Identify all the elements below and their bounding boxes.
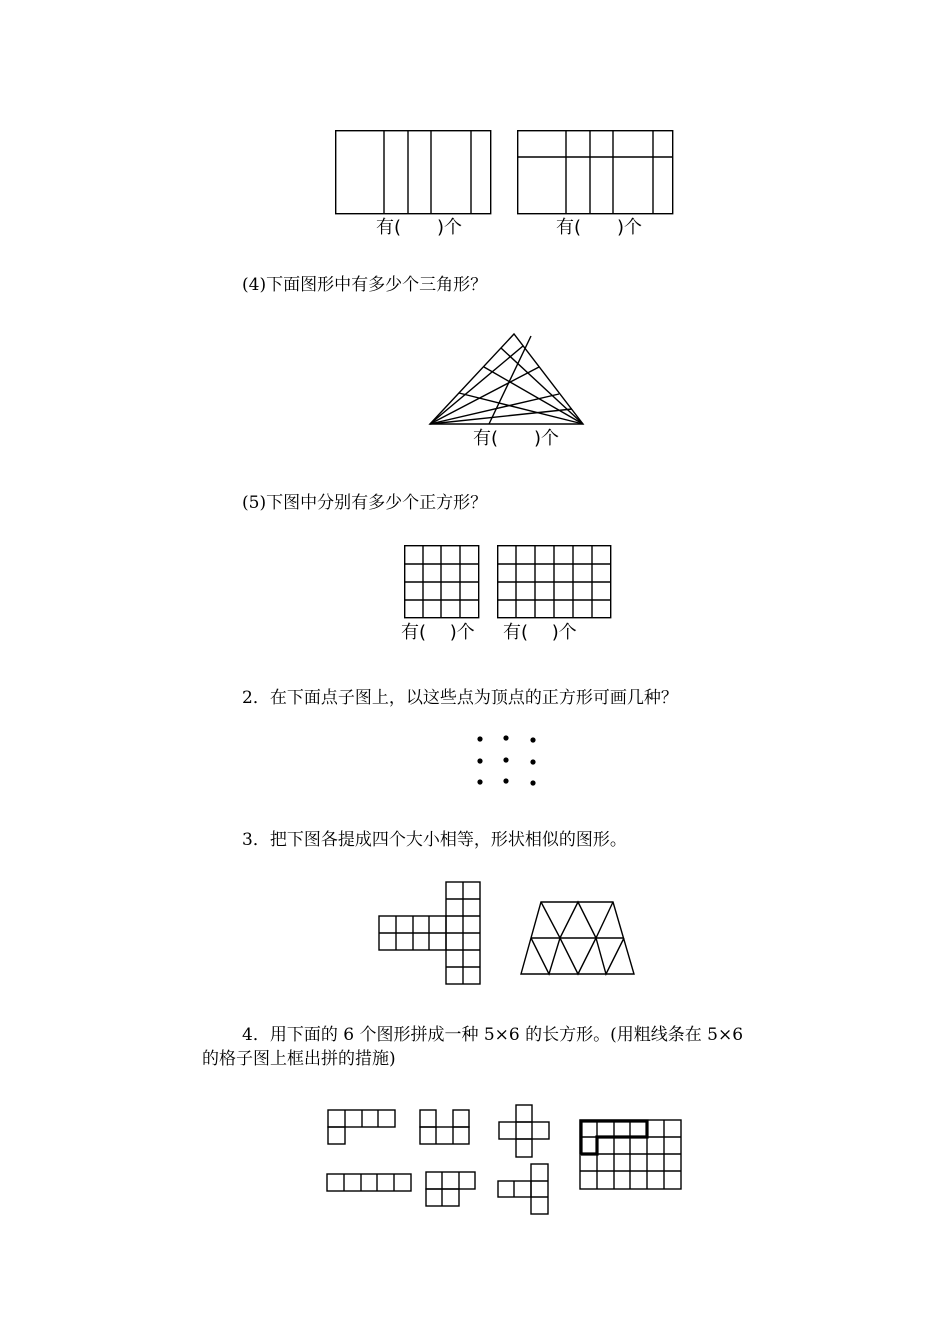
cross-polyomino-figure (378, 880, 483, 988)
piece-t-shape (496, 1162, 552, 1220)
answer-blank-triangles: 有( )个 (473, 428, 560, 449)
grid-4x6-figure (497, 545, 615, 620)
answer-blank-left: 有( )个 (376, 217, 463, 238)
question-4: (4)下面图形中有多少个三角形？ (242, 275, 488, 295)
answer-blank-grid-large: 有( )个 (503, 622, 577, 643)
dot-grid-figure (470, 730, 545, 790)
question-5: (5)下图中分别有多少个正方形？ (242, 493, 488, 513)
answer-grid-5x6 (578, 1118, 686, 1194)
rectangles-figure-left (335, 130, 495, 220)
answer-blank-grid-small: 有( )个 (401, 622, 475, 643)
question-4-line1: 4．用下面的 6 个图形拼成一种 5×6 的长方形。(用粗线条在 5×6 (242, 1025, 744, 1045)
trapezoid-triangles-figure (520, 900, 638, 978)
rectangles-figure-right (517, 130, 677, 220)
piece-i-shape (325, 1172, 415, 1194)
piece-u-shape (418, 1108, 473, 1148)
answer-blank-right: 有( )个 (556, 217, 643, 238)
question-4-line2: 的格子图上框出拼的措施) (202, 1049, 396, 1069)
piece-p-shape (424, 1170, 479, 1210)
question-2: 2．在下面点子图上，以这些点为顶点的正方形可画几种？ (242, 688, 678, 708)
piece-plus-shape (497, 1103, 552, 1161)
fan-triangle-figure (425, 330, 605, 430)
question-3: 3．把下图各提成四个大小相等，形状相似的图形。 (242, 830, 627, 850)
grid-4x4-figure (404, 545, 484, 620)
piece-l-shape (326, 1108, 398, 1148)
